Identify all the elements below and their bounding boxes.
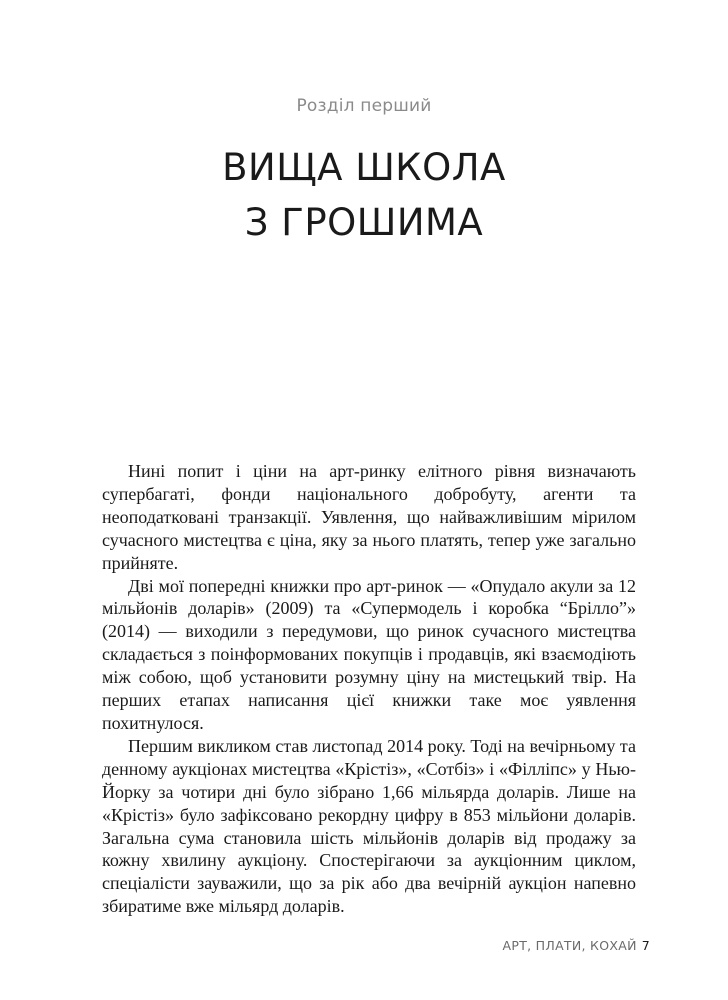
running-title: АРТ, ПЛАТИ, КОХАЙ xyxy=(502,938,637,953)
paragraph-1: Нині попит і ціни на арт-ринку елітного рівня визначають супербагаті, фонди національного добробуту, агенти та неоподатковані транзакції. Уявлення, що найважливішим мірилом сучасного мистецтва є ціна, яку за нього платять, тепер уже загально прийняте. xyxy=(102,461,636,573)
chapter-title-line-2: З ГРОШИМА xyxy=(244,201,484,244)
page-number: 7 xyxy=(641,938,650,953)
chapter-title xyxy=(0,140,728,250)
chapter-label: Розділ перший xyxy=(296,96,432,116)
paragraph-2: Дві мої попередні книжки про арт-ринок — «Опудало акули за 12 мільйонів доларів» (2009) та «Супермодель і коробка “Брілло”» (2014) — виходили з передумови, що ринок сучасного мистецтва складається з поінформованих покупців і продавців, які взаємодіють між собою, щоб установити розумну ціну на мистецький твір. На перших етапах написання цієї книжки таке моє уявлення похитнулося. xyxy=(102,575,636,733)
body-text xyxy=(102,460,636,918)
paragraph-3: Першим викликом став листопад 2014 року. Тоді на вечірньому та денному аукціонах мистецтва «Крістіз», «Сотбіз» і «Філліпс» у Нью-Йорку за чотири дні було зібрано 1,66 мільярда доларів. Лише на «Крістіз» було зафіксовано рекордну цифру в 853 мільйони доларів. Загальна сума становила шість мільйонів доларів від продажу за кожну хвилину аукціону. Спостерігаючи за аукціонним циклом, спеціалісти зауважили, що за рік або два вечірній аукціон напевно збиратиме вже мільярд доларів. xyxy=(102,735,636,917)
chapter-title-line-1: ВИЩА ШКОЛА xyxy=(222,146,506,189)
running-footer xyxy=(503,938,651,953)
